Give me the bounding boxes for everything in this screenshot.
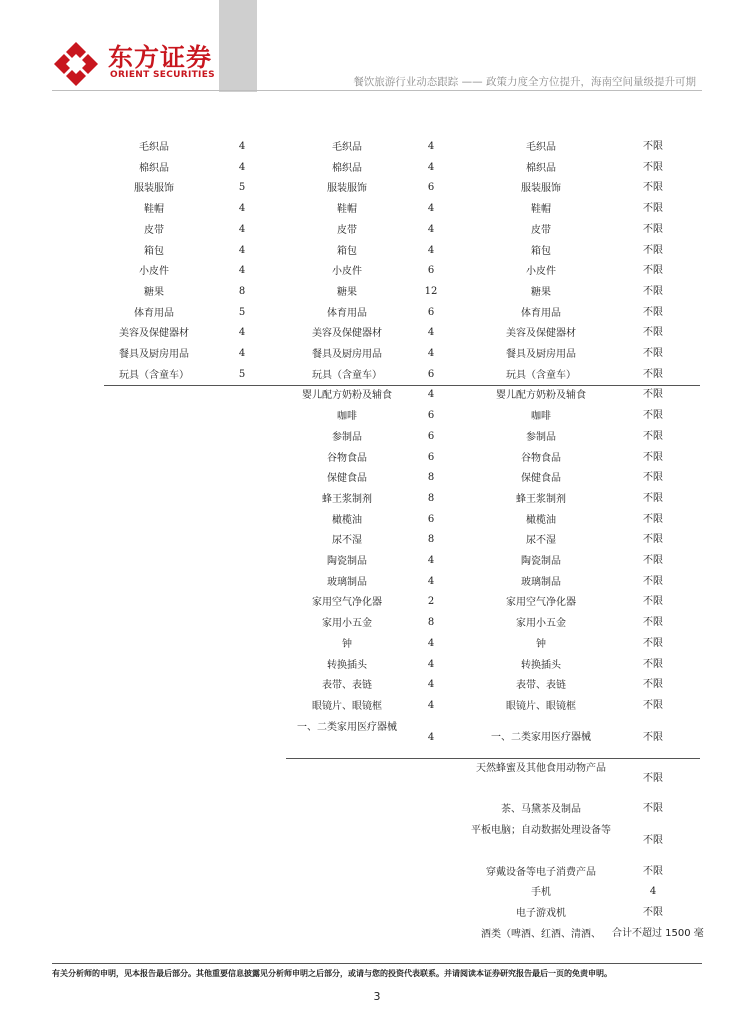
table-cell-name: 体育用品 (134, 307, 174, 319)
table-cell-value: 4 (238, 223, 246, 235)
table-cell-name: 服装服饰 (521, 183, 561, 195)
footer-divider (52, 963, 702, 964)
table-cell-value: 不限 (643, 141, 663, 152)
table-cell-value: 不限 (643, 658, 663, 670)
table-cell-name: 箱包 (144, 245, 164, 257)
table-cell-value: 4 (238, 161, 246, 173)
table-cell-value: 不限 (643, 575, 663, 587)
table-cell-value: 6 (427, 451, 435, 463)
page-number: 3 (373, 990, 381, 1003)
table-cell-value: 4 (427, 637, 435, 649)
table-cell-name: 茶、马黛茶及制品 (501, 804, 581, 816)
table-cell-name: 鞋帽 (144, 204, 164, 216)
table-cell-name: 电子游戏机 (516, 907, 566, 919)
table-cell-value: 不限 (643, 430, 663, 442)
table-cell-value: 5 (238, 368, 246, 380)
table-cell-name: 尿不湿 (332, 535, 362, 547)
table-cell-value: 不限 (643, 410, 663, 422)
table-cell-value: 4 (238, 203, 246, 215)
table-cell-name: 玩具（含童车） (506, 369, 576, 381)
table-cell-name: 皮带 (144, 224, 164, 236)
table-cell-name: 棉织品 (139, 162, 169, 174)
table-cell-name: 服装服饰 (134, 183, 174, 195)
table-cell-name: 皮带 (531, 224, 551, 236)
table-cell-name: 表带、表链 (322, 680, 372, 692)
table-cell-value: 不限 (643, 679, 663, 691)
table-cell-name: 小皮件 (526, 266, 556, 278)
table-cell-value: 6 (427, 513, 435, 525)
table-cell-value: 不限 (643, 534, 663, 546)
table-cell-value: 6 (427, 368, 435, 380)
table-cell-value: 不限 (643, 285, 663, 297)
header-decor-band (219, 0, 257, 92)
table-cell-value: 4 (427, 223, 435, 235)
table-cell-value: 6 (427, 410, 435, 422)
table-cell-name: 家用空气净化器 (312, 597, 382, 609)
table-cell-name: 鞋帽 (531, 204, 551, 216)
table-cell-name: 糖果 (337, 286, 357, 298)
table-cell-value: 4 (238, 348, 246, 359)
table-cell-value: 合计不超过 1500 毫 (612, 927, 704, 939)
table-cell-value: 4 (238, 265, 246, 277)
table-cell-name: 皮带 (337, 224, 357, 236)
table-cell-value: 4 (427, 699, 435, 711)
table-cell-name: 毛织品 (526, 142, 556, 153)
table-cell-name: 橄榄油 (332, 514, 362, 526)
table-cell-name: 陶瓷制品 (521, 556, 561, 567)
table-cell-name: 体育用品 (521, 307, 561, 319)
table-cell-value: 不限 (643, 203, 663, 215)
table-cell-name: 玩具（含童车） (312, 369, 382, 381)
table-cell-name: 转换插头 (327, 659, 367, 671)
table-cell-name: 平板电脑；自动数据处理设备等 (471, 825, 611, 837)
table-cell-name: 餐具及厨房用品 (119, 349, 189, 360)
table-cell-value: 5 (238, 182, 246, 194)
table-cell-value: 不限 (643, 348, 663, 359)
table-cell-name: 参制品 (526, 431, 556, 443)
table-cell-name: 毛织品 (139, 142, 169, 153)
table-cell-value: 4 (427, 679, 435, 691)
table-cell-name: 服装服饰 (327, 183, 367, 195)
table-cell-name: 箱包 (337, 245, 357, 257)
table-cell-value: 不限 (643, 513, 663, 525)
table-cell-value: 不限 (643, 492, 663, 504)
table-cell-name: 一、二类家用医疗器械 (297, 721, 397, 733)
table-cell-value: 4 (427, 575, 435, 587)
table-cell-value: 不限 (643, 773, 663, 784)
table-cell-name: 毛织品 (332, 142, 362, 153)
table-cell-name: 眼镜片、眼镜框 (506, 700, 576, 712)
table-divider (104, 385, 700, 386)
table-cell-name: 婴儿配方奶粉及辅食 (302, 390, 392, 402)
table-cell-value: 5 (238, 306, 246, 318)
table-cell-value: 不限 (643, 835, 663, 847)
table-cell-name: 转换插头 (521, 659, 561, 671)
header-divider (52, 90, 702, 91)
table-cell-value: 不限 (643, 244, 663, 256)
table-cell-name: 穿戴设备等电子消费产品 (486, 866, 596, 878)
table-cell-name: 谷物食品 (521, 452, 561, 464)
table-cell-value: 不限 (643, 389, 663, 401)
table-cell-name: 美容及保健器材 (506, 328, 576, 340)
table-cell-value: 4 (238, 141, 246, 152)
table-cell-name: 眼镜片、眼镜框 (312, 700, 382, 712)
table-cell-value: 不限 (643, 472, 663, 484)
table-cell-value: 4 (427, 348, 435, 359)
table-cell-name: 家用空气净化器 (506, 597, 576, 609)
table-cell-name: 钟 (536, 638, 546, 650)
table-cell-value: 不限 (643, 906, 663, 918)
table-cell-name: 餐具及厨房用品 (506, 349, 576, 360)
table-cell-name: 手机 (531, 887, 551, 899)
table-cell-value: 不限 (643, 699, 663, 711)
table-cell-value: 不限 (643, 451, 663, 463)
table-cell-value: 12 (424, 285, 438, 297)
table-cell-name: 咖啡 (531, 411, 551, 423)
table-cell-value: 不限 (643, 182, 663, 194)
table-cell-name: 美容及保健器材 (119, 328, 189, 340)
table-cell-name: 谷物食品 (327, 452, 367, 464)
table-cell-name: 参制品 (332, 431, 362, 443)
table-cell-name: 蜂王浆制剂 (322, 493, 372, 505)
table-cell-value: 不限 (643, 637, 663, 649)
table-cell-name: 箱包 (531, 245, 551, 257)
brand-name-cn: 东方证券 (108, 43, 213, 72)
table-cell-value: 不限 (643, 265, 663, 277)
table-cell-value: 4 (649, 886, 657, 898)
brand-name-en: ORIENT SECURITIES (110, 70, 215, 80)
table-cell-value: 不限 (643, 555, 663, 566)
table-cell-name: 天然蜂蜜及其他食用动物产品 (476, 763, 606, 774)
table-cell-value: 不限 (643, 731, 663, 743)
table-cell-name: 糖果 (531, 286, 551, 298)
table-cell-value: 6 (427, 182, 435, 194)
table-cell-value: 8 (427, 472, 435, 484)
table-cell-value: 4 (238, 327, 246, 339)
table-cell-value: 不限 (643, 865, 663, 877)
table-cell-name: 橄榄油 (526, 514, 556, 526)
table-cell-value: 2 (427, 596, 435, 608)
table-cell-name: 陶瓷制品 (327, 556, 367, 567)
table-cell-name: 餐具及厨房用品 (312, 349, 382, 360)
table-cell-name: 咖啡 (337, 411, 357, 423)
report-title: 餐饮旅游行业动态跟踪 —— 政策力度全方位提升，海南空间量级提升可期 (353, 76, 696, 88)
table-cell-name: 蜂王浆制剂 (516, 493, 566, 505)
table-cell-value: 不限 (643, 327, 663, 339)
table-cell-name: 家用小五金 (322, 618, 372, 630)
table-cell-name: 鞋帽 (337, 204, 357, 216)
table-cell-value: 不限 (643, 596, 663, 608)
table-cell-value: 4 (427, 658, 435, 670)
table-cell-value: 不限 (643, 617, 663, 629)
table-cell-value: 8 (427, 534, 435, 546)
footer-disclaimer: 有关分析师的申明，见本报告最后部分。其他重要信息披露见分析师申明之后部分，或请与您的投资代表联系。并请阅读本证券研究报告最后一页的免责申明。 (52, 969, 612, 978)
table-cell-value: 不限 (643, 803, 663, 815)
orient-securities-logo-icon (52, 40, 100, 88)
table-cell-name: 婴儿配方奶粉及辅食 (496, 390, 586, 402)
table-cell-name: 尿不湿 (526, 535, 556, 547)
table-cell-value: 4 (427, 203, 435, 215)
table-cell-value: 6 (427, 265, 435, 277)
table-cell-name: 玩具（含童车） (119, 369, 189, 381)
table-cell-value: 8 (238, 285, 246, 297)
table-cell-name: 一、二类家用医疗器械 (491, 731, 591, 743)
table-cell-value: 8 (427, 617, 435, 629)
table-cell-value: 4 (427, 555, 435, 566)
table-cell-value: 不限 (643, 161, 663, 173)
table-cell-name: 玻璃制品 (521, 576, 561, 588)
table-cell-name: 棉织品 (332, 162, 362, 174)
table-cell-name: 糖果 (144, 286, 164, 298)
table-cell-name: 表带、表链 (516, 680, 566, 692)
table-cell-name: 玻璃制品 (327, 576, 367, 588)
table-cell-value: 4 (238, 244, 246, 256)
table-cell-value: 4 (427, 731, 435, 743)
table-cell-value: 不限 (643, 368, 663, 380)
table-cell-name: 保健食品 (521, 473, 561, 485)
table-cell-value: 4 (427, 161, 435, 173)
table-cell-name: 小皮件 (332, 266, 362, 278)
table-cell-value: 不限 (643, 223, 663, 235)
table-cell-name: 钟 (342, 638, 352, 650)
table-cell-name: 美容及保健器材 (312, 328, 382, 340)
table-cell-name: 家用小五金 (516, 618, 566, 630)
table-cell-value: 8 (427, 492, 435, 504)
table-cell-name: 体育用品 (327, 307, 367, 319)
table-cell-value: 4 (427, 389, 435, 401)
table-cell-value: 不限 (643, 306, 663, 318)
table-cell-name: 保健食品 (327, 473, 367, 485)
table-cell-value: 4 (427, 327, 435, 339)
table-cell-value: 6 (427, 430, 435, 442)
table-divider (286, 758, 700, 759)
table-cell-name: 小皮件 (139, 266, 169, 278)
table-cell-value: 4 (427, 141, 435, 152)
table-cell-value: 4 (427, 244, 435, 256)
table-cell-name: 酒类（啤酒、红酒、清酒、 (481, 928, 601, 940)
table-cell-name: 棉织品 (526, 162, 556, 174)
table-cell-value: 6 (427, 306, 435, 318)
